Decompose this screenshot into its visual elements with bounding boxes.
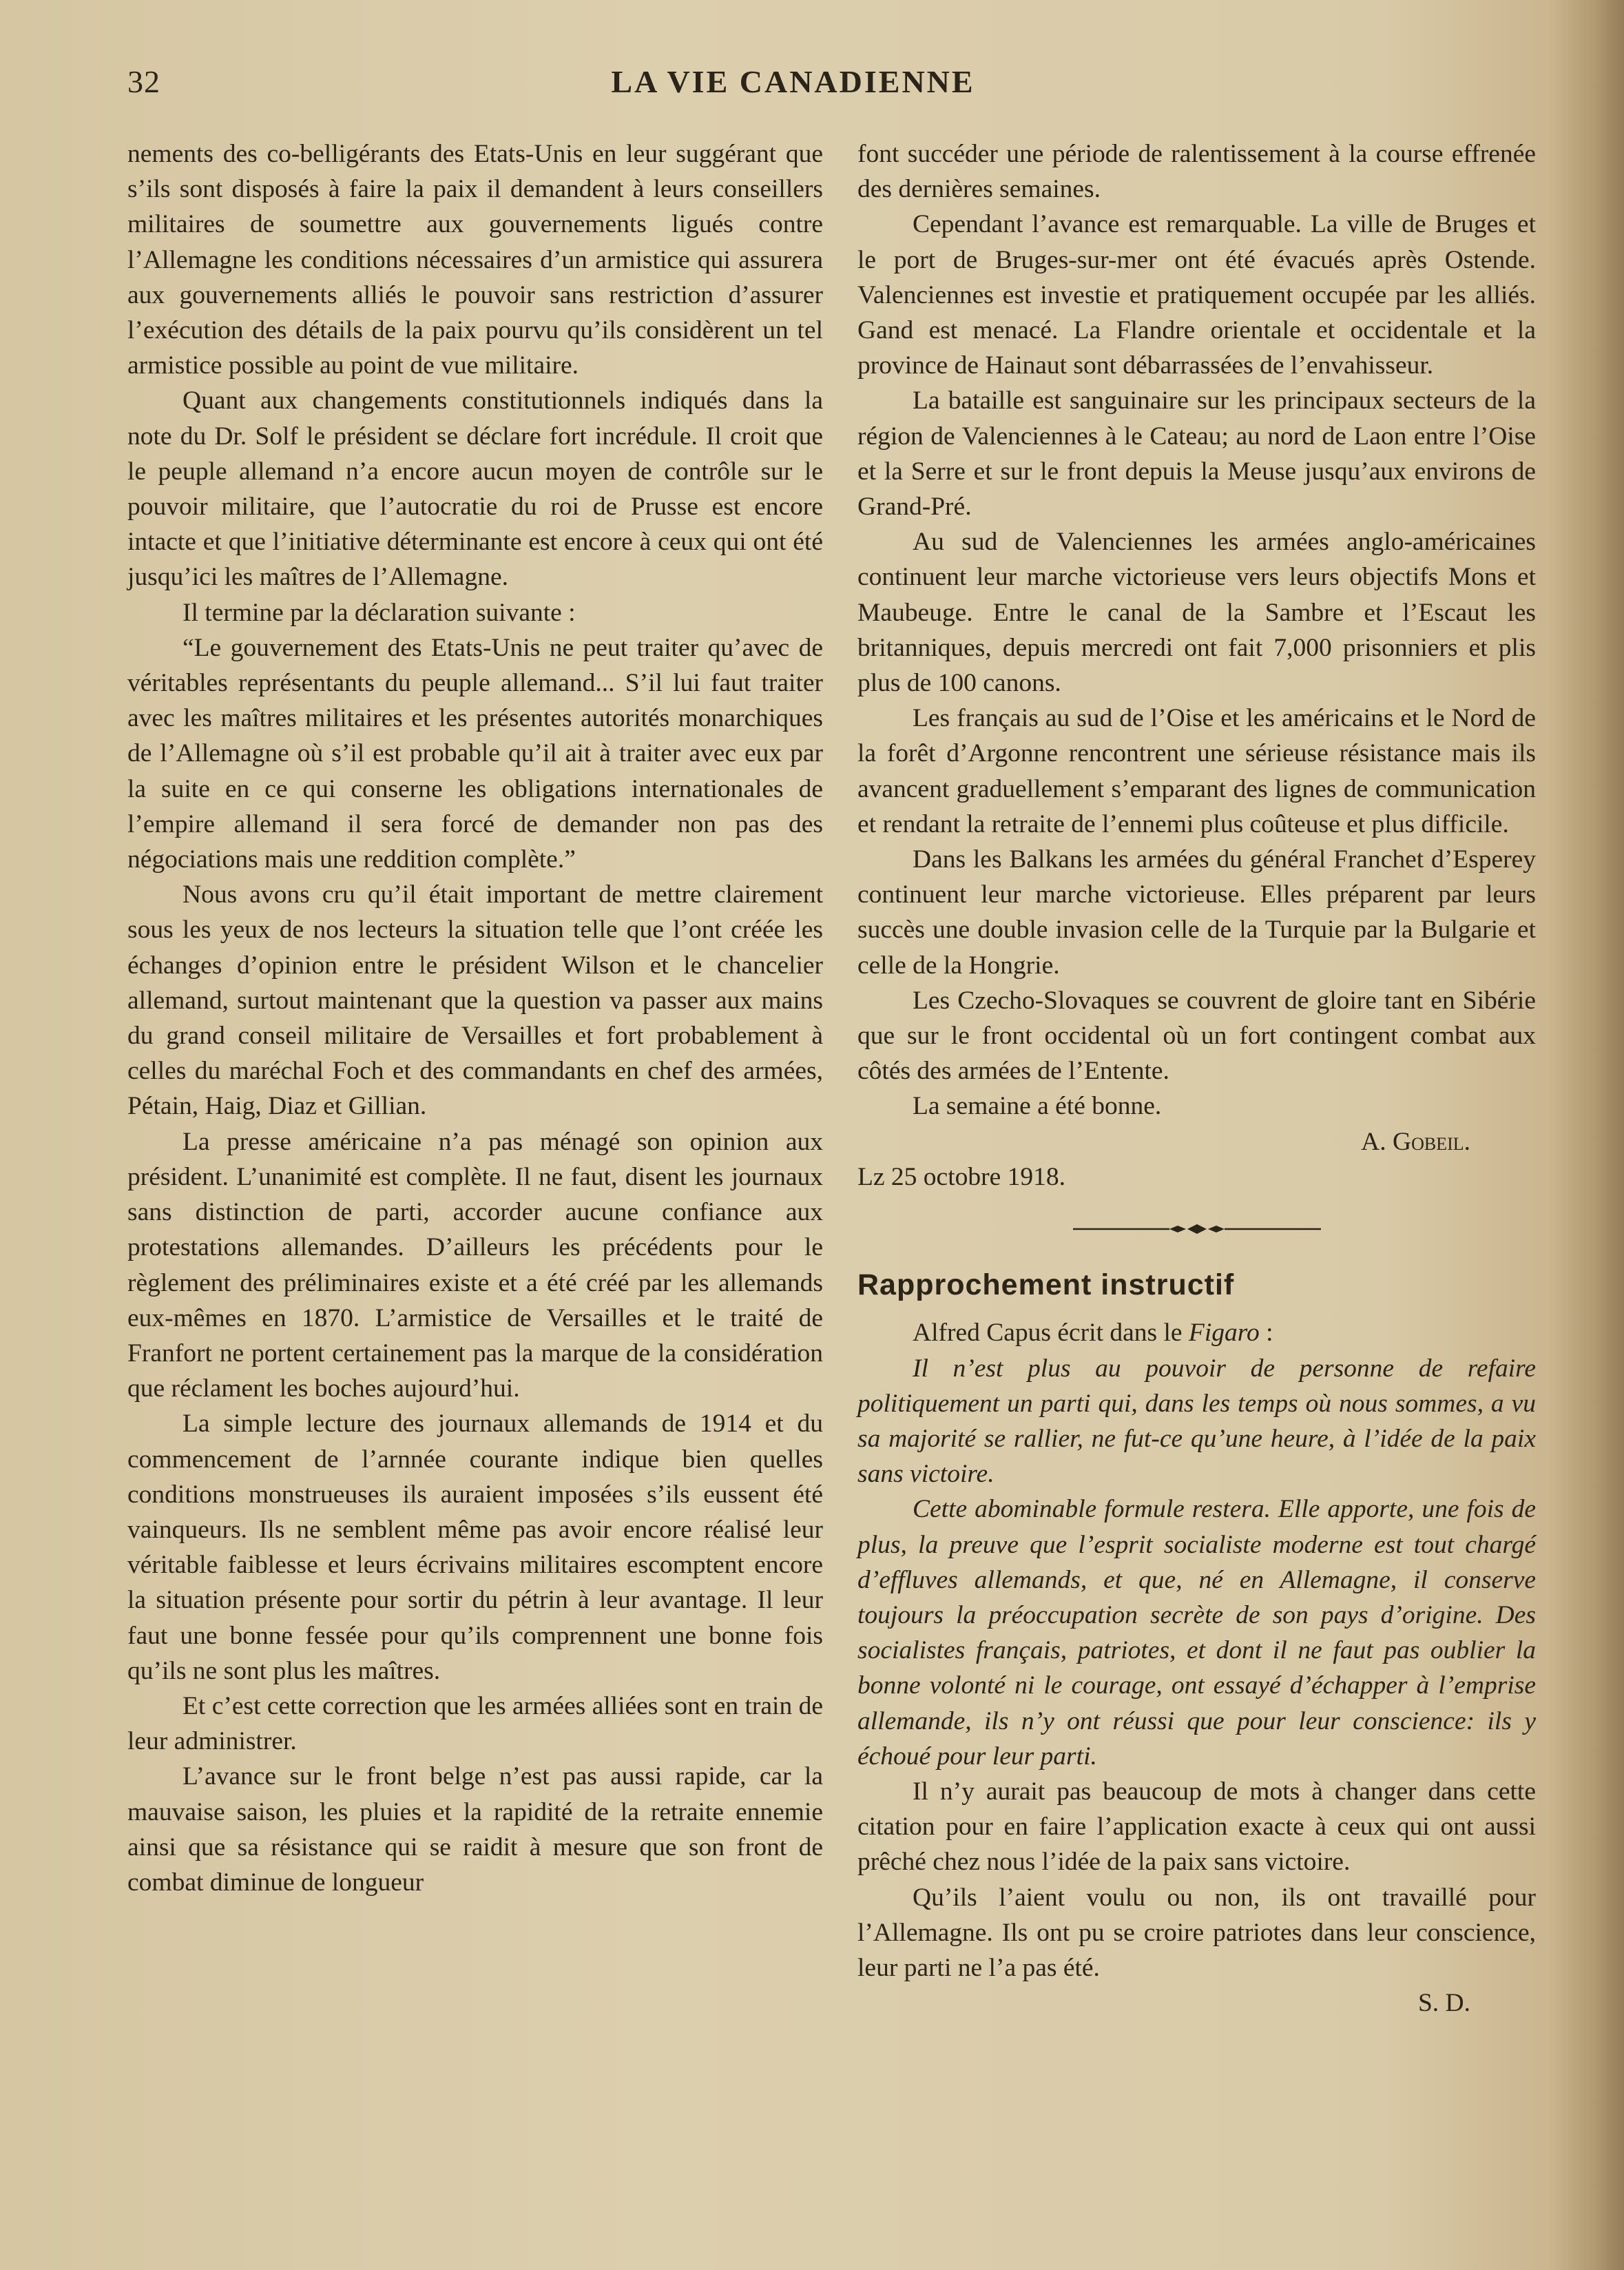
intro-text: Alfred Capus écrit dans le xyxy=(913,1319,1189,1348)
intro-suffix: : xyxy=(1259,1319,1273,1348)
paragraph: Les Czecho-Slovaques se couvrent de gloire tant en Sibérie que sur le front occidental où un fort contingent combat aux côtés des armées de l’Entente. xyxy=(857,986,1536,1086)
left-column xyxy=(127,136,823,1900)
paragraph: font succéder une période de ralentissement à la course effrenée des dernières semaines. xyxy=(857,140,1536,204)
paragraph: La presse américaine n’a pas ménagé son opinion aux président. L’unanimité est complète. Il ne faut, disent les journaux sans distinction de parti, accorder aucune confiance aux protestations allemandes. D’ailleurs les précédents pour le règlement des préliminaires existe et a été créé par les allemands eux-mêmes en 1870. L’armistice de Versailles et le traité de Franfort ne portent certainement pas la marque de la considération que réclament les boches aujourd’hui. xyxy=(127,1127,823,1403)
quote-paragraph: Cette abominable formule restera. Elle apporte, une fois de plus, la preuve que l’esprit socialiste moderne est tout chargé d’effluves allemands, et que, né en Allemagne, il conserve toujours la préoccupation secrète de son pays d’origine. Des socialistes français, patriotes, et dont il ne faut pas oublier la bonne volonté ni le courage, ont essayé d’échapper à l’emprise allemande, ils n’y ont réussi que pour leur conscience: ils y échoué pour leur parti. xyxy=(857,1495,1536,1771)
section-heading: Rapprochement instructif xyxy=(857,1268,1235,1302)
page-header xyxy=(127,63,1459,112)
paragraph: Il n’y aurait pas beaucoup de mots à changer dans cette citation pour en faire l’application exacte à ceux qui ont aussi prêché chez nous l’idée de la paix sans victoire. xyxy=(857,1777,1536,1877)
page-number: 32 xyxy=(127,64,160,99)
paragraph: Nous avons cru qu’il était important de mettre clairement sous les yeux de nos lecteurs la situation telle que l’ont créée les échanges d’opinion entre le président Wilson et le chancelier allemand, surtout maintenant que la question va passer aux mains du grand conseil militaire de Versailles et fort probablement à celles du maréchal Foch et des commandants en chef des armées, Pétain, Haig, Diaz et Gillian. xyxy=(127,880,823,1121)
paragraph: Au sud de Valenciennes les armées anglo-américaines continuent leur marche victorieuse vers leurs objectifs Mons et Maubeuge. Entre le canal de la Sambre et l’Escaut les britanniques, depuis mercredi ont fait 7,000 prisonniers et plis plus de 100 canons. xyxy=(857,528,1536,698)
paragraph: Quant aux changements constitutionnels indiqués dans la note du Dr. Solf le président se déclare fort incrédule. Il croit que le peuple allemand n’a encore aucun moyen de contrôle sur le pouvoir militaire, que l’autocratie du roi de Prusse est encore intacte et que l’initiative déterminante est encore à ceux qui ont été jusqu’ici les maîtres de l’Allemagne. xyxy=(127,386,823,592)
quote-paragraph: Il n’est plus au pouvoir de personne de refaire politiquement un parti qui, dans les temps où nous sommes, a vu sa majorité se rallier, ne fut-ce qu’une heure, à l’idée de la paix sans victoire. xyxy=(857,1354,1536,1489)
paragraph: Les français au sud de l’Oise et les américains et le Nord de la forêt d’Argonne rencontrent une sérieuse résistance mais ils avancent graduellement s’emparant des lignes de communication et rendant la retraite de l’ennemi plus coûteuse et plus difficile. xyxy=(857,704,1536,838)
paragraph: nements des co-belligérants des Etats-Unis en leur suggérant que s’ils sont disposés à faire la paix il demandent à leurs conseillers militaires de soumettre aux gouvernements ligués contre l’Allemagne les conditions nécessaires d’un armistice qui assurera aux gouvernements alliés le pouvoir sans restriction d’assurer l’exécution des détails de la paix pourvu qu’ils considèrent un tel armistice possible au point de vue militaire. xyxy=(127,140,823,380)
paragraph: “Le gouvernement des Etats-Unis ne peut traiter qu’avec de véritables représentants du peuple allemand... S’il lui faut traiter avec les maîtres militaires et les présentes autorités monarchiques de l’Allemagne où s’il est probable qu’il ait à traiter avec eux par la suite en ce qui conserne les obligations internationales de l’empire allemand il sera forcé de demander non pas des négociations mais une reddition complète.” xyxy=(127,633,823,874)
paragraph: Cependant l’avance est remarquable. La ville de Bruges et le port de Bruges-sur-mer ont été évacués après Ostende. Valenciennes est investie et pratiquement occupée par les alliés. Gand est menacé. La Flandre orientale et occidentale et la province de Hainaut sont débarrassées de l’envahisseur. xyxy=(857,210,1536,380)
paragraph: Dans les Balkans les armées du général Franchet d’Esperey continuent leur marche victorieuse. Elles préparent par leurs succès une double invasion celle de la Turquie par la Bulgarie et celle de la Hongrie. xyxy=(857,845,1536,980)
running-title: LA VIE CANADIENNE xyxy=(611,64,975,99)
author-signature: A. Gobeil. xyxy=(1361,1127,1470,1156)
paragraph: Et c’est cette correction que les armées alliées sont en train de leur administrer. xyxy=(127,1691,823,1756)
source-title: Figaro xyxy=(1188,1319,1260,1348)
paragraph: Qu’ils l’aient voulu ou non, ils ont travaillé pour l’Allemagne. Ils ont pu se croire patriotes dans leur conscience, leur parti ne l’a pas été. xyxy=(857,1883,1536,1982)
paragraph: La simple lecture des journaux allemands de 1914 et du commencement de l’arnnée courante indique bien quelles conditions monstrueuses ils auraient imposées s’ils eussent été vainqueurs. Ils ne semblent même pas avoir encore réalisé leur véritable faiblesse et leurs écrivains militaires escomptent encore la situation présente pour sortir du pétrin à leur avantage. Il leur faut une bonne fessée pour qu’ils comprennent une bonne fois qu’ils ne sont plus les maîtres. xyxy=(127,1410,823,1685)
section-intro xyxy=(857,1315,1536,1350)
page-edge-shadow xyxy=(1548,0,1624,2270)
paragraph: La bataille est sanguinaire sur les principaux secteurs de la région de Valenciennes à le Cateau; au nord de Laon entre l’Oise et la Serre et sur le front depuis la Meuse jusqu’aux environs de Grand-Pré. xyxy=(857,386,1536,522)
paragraph: Il termine par la déclaration suivante : xyxy=(183,598,576,627)
right-column xyxy=(857,136,1536,2021)
dateline: Lz 25 octobre 1918. xyxy=(857,1162,1065,1191)
paragraph: La semaine a été bonne. xyxy=(913,1092,1162,1121)
ornamental-rule-icon xyxy=(1073,1222,1321,1236)
section-divider xyxy=(857,1195,1536,1263)
paragraph: L’avance sur le front belge n’est pas aussi rapide, car la mauvaise saison, les pluies et la rapidité de la retraite ennemie ainsi que sa résistance qui se raidit à mesure que son front de combat diminue de longueur xyxy=(127,1762,823,1897)
section-signature: S. D. xyxy=(1417,1989,1470,2018)
